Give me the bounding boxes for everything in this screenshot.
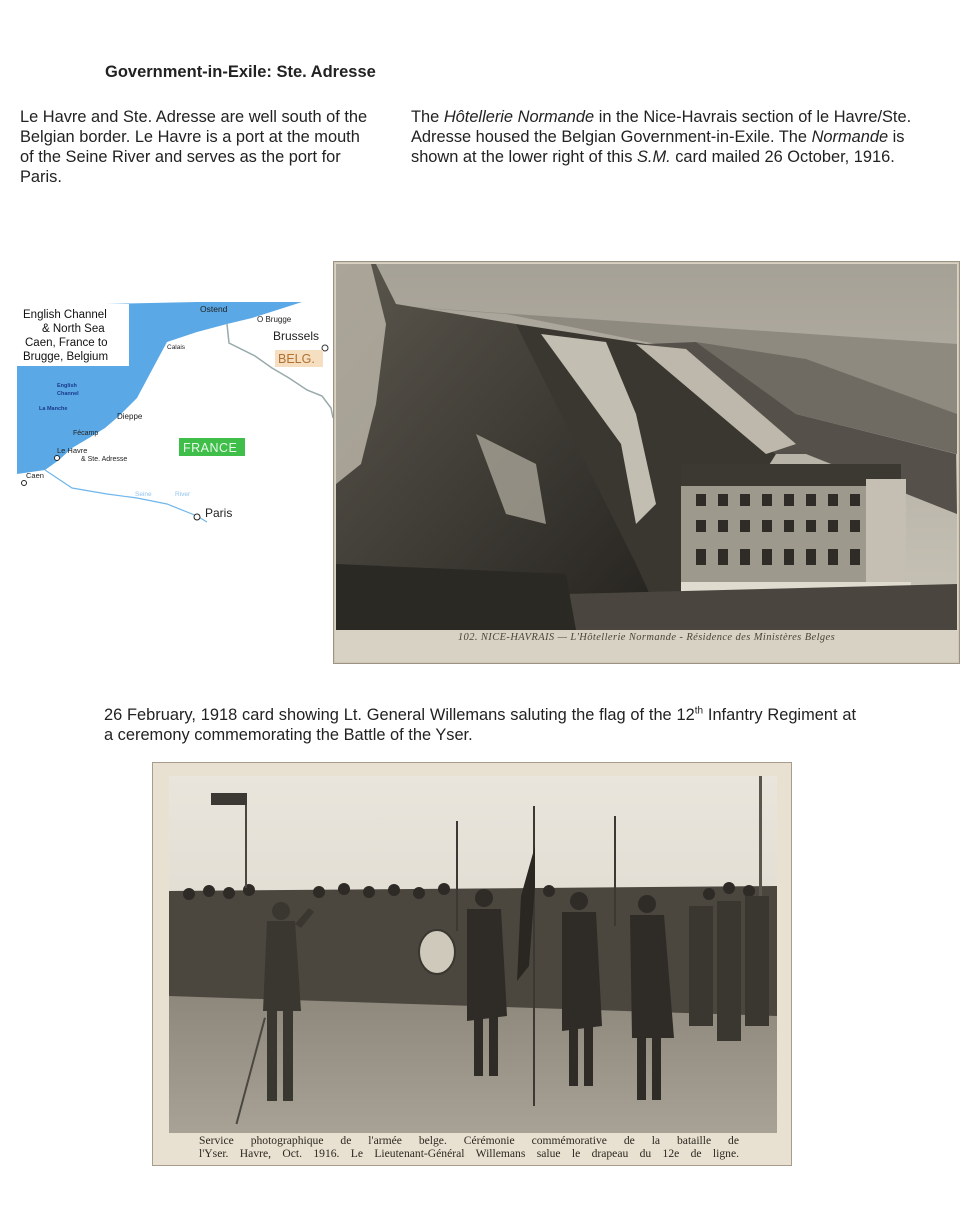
hotel-name-italic: Hôtellerie Normande (443, 108, 595, 126)
label-le-havre: Le Havre (57, 446, 88, 455)
legend-line-2: & North Sea (42, 323, 105, 335)
postcard-hotellerie-normande (333, 261, 960, 664)
postcard-ceremony (152, 762, 792, 1166)
label-france: FRANCE (183, 441, 238, 455)
label-channel: Channel (57, 391, 79, 397)
hotel-photo (336, 264, 957, 630)
sm-italic: S.M. (636, 148, 671, 166)
label-belg: BELG. (278, 352, 315, 366)
label-ostend: Ostend (200, 304, 228, 314)
label-brussels: Brussels (273, 329, 320, 343)
label-paris: Paris (205, 506, 233, 520)
channel-map (17, 298, 333, 528)
right-text-part2: in the Nice-Havrais section of le Havre/Ste. Adresse housed the Belgian Government-in-Exile. The (411, 108, 912, 146)
ceremony-photo (169, 776, 777, 1133)
right-text-part1: The (411, 108, 444, 126)
ceremony-text-after: Infantry Regiment at a ceremony commemorating the Battle of the Yser. (104, 706, 856, 744)
caen-marker (22, 481, 27, 486)
postcard2-caption (199, 1135, 739, 1160)
label-river: River (175, 491, 191, 498)
label-calais: Calais (167, 344, 186, 351)
le-havre-marker (55, 456, 60, 461)
ordinal-suffix: th (694, 705, 704, 717)
normande-italic: Normande (811, 128, 889, 146)
map-svg (17, 298, 333, 528)
paris-marker (194, 514, 200, 520)
label-english: English (57, 383, 77, 389)
right-description (411, 107, 956, 167)
label-ste-adresse: & Ste. Adresse (81, 456, 128, 463)
postcard1-caption: 102. NICE-HAVRAIS — L'Hôtellerie Normande - Résidence des Ministères Belges (457, 632, 836, 643)
label-fecamp: Fécamp (73, 430, 99, 437)
label-dieppe: Dieppe (117, 412, 143, 421)
label-caen: Caen (26, 471, 44, 480)
left-description: Le Havre and Ste. Adresse are well south of the Belgian border. Le Havre is a port at the mouth of the Seine River and serves as the port for Paris. (20, 108, 368, 186)
page-title: Government-in-Exile: Ste. Adresse (105, 63, 376, 81)
right-text-part3: is shown at the lower right of this (411, 128, 905, 166)
ceremony-description (104, 705, 856, 745)
legend-line-4: Brugge, Belgium (23, 351, 109, 363)
legend-line-1: English Channel (23, 309, 107, 321)
postcard2-caption-line1: Service photographique de l'armée belge. Cérémonie commémorative de la bataille de (199, 1134, 739, 1147)
postcard2-caption-line2: l'Yser. Havre, Oct. 1916. Le Lieutenant-Général Willemans salue le drapeau du 12e de ligne. (199, 1146, 739, 1160)
right-text-part4: card mailed 26 October, 1916. (670, 148, 895, 166)
label-brugge: O Brugge (257, 315, 292, 324)
label-seine: Seine (135, 491, 152, 498)
ceremony-text-before: 26 February, 1918 card showing Lt. General Willemans saluting the flag of the 12 (104, 706, 695, 724)
legend-line-3: Caen, France to (25, 337, 108, 349)
label-la-manche: La Manche (39, 406, 68, 412)
